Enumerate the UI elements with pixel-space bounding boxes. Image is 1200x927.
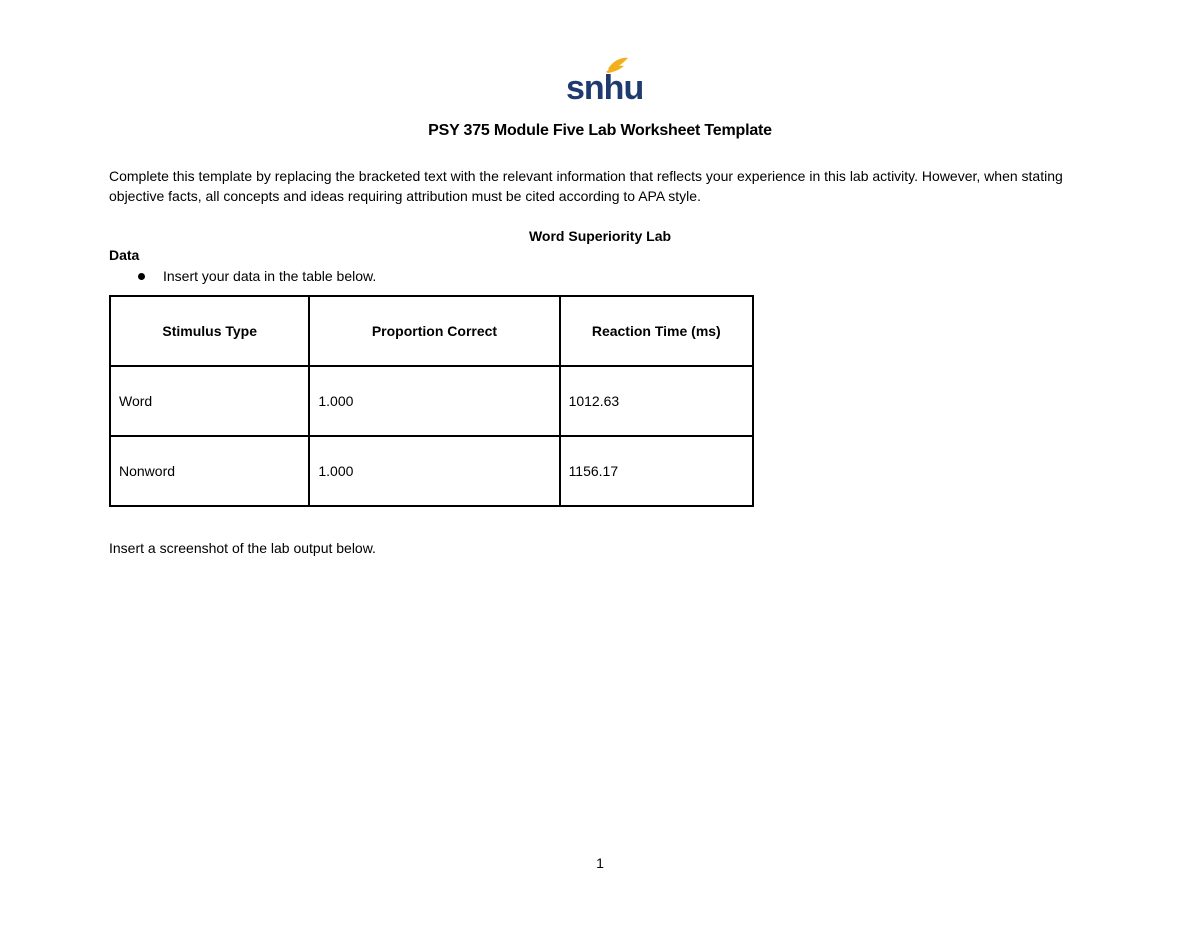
table-row (110, 366, 753, 436)
table-cell-proportion[interactable]: 1.000 (309, 436, 559, 506)
intro-paragraph: Complete this template by replacing the bracketed text with the relevant information that reflects your experience in this lab activity. However, when stating objective facts, all concepts and ideas requiring attribution must be cited according to APA style. (109, 168, 1063, 204)
header-stimulus-type: Stimulus Type (110, 296, 309, 366)
table-row (110, 436, 753, 506)
table-cell-stimulus[interactable]: Nonword (110, 436, 309, 506)
page-number: 1 (596, 855, 604, 871)
table-cell-reaction-time[interactable]: 1012.63 (560, 366, 753, 436)
svg-text:snhu: snhu (566, 69, 644, 107)
section-title: Word Superiority Lab (528, 228, 672, 244)
screenshot-instruction: Insert a screenshot of the lab output below. (109, 540, 376, 556)
snhu-logo (564, 55, 644, 107)
header-proportion-correct: Proportion Correct (309, 296, 559, 366)
data-table (109, 295, 754, 507)
bullet-text: Insert your data in the table below. (163, 268, 377, 284)
bullet-item (138, 268, 376, 284)
table-header-row (110, 296, 753, 366)
table-cell-proportion[interactable]: 1.000 (309, 366, 559, 436)
table-cell-stimulus[interactable]: Word (110, 366, 309, 436)
bullet-icon (138, 273, 145, 280)
snhu-logo-graphic (564, 55, 644, 107)
data-heading: Data (109, 247, 140, 263)
header-reaction-time: Reaction Time (ms) (560, 296, 753, 366)
table-cell-reaction-time[interactable]: 1156.17 (560, 436, 753, 506)
document-title: PSY 375 Module Five Lab Worksheet Template (428, 122, 772, 139)
